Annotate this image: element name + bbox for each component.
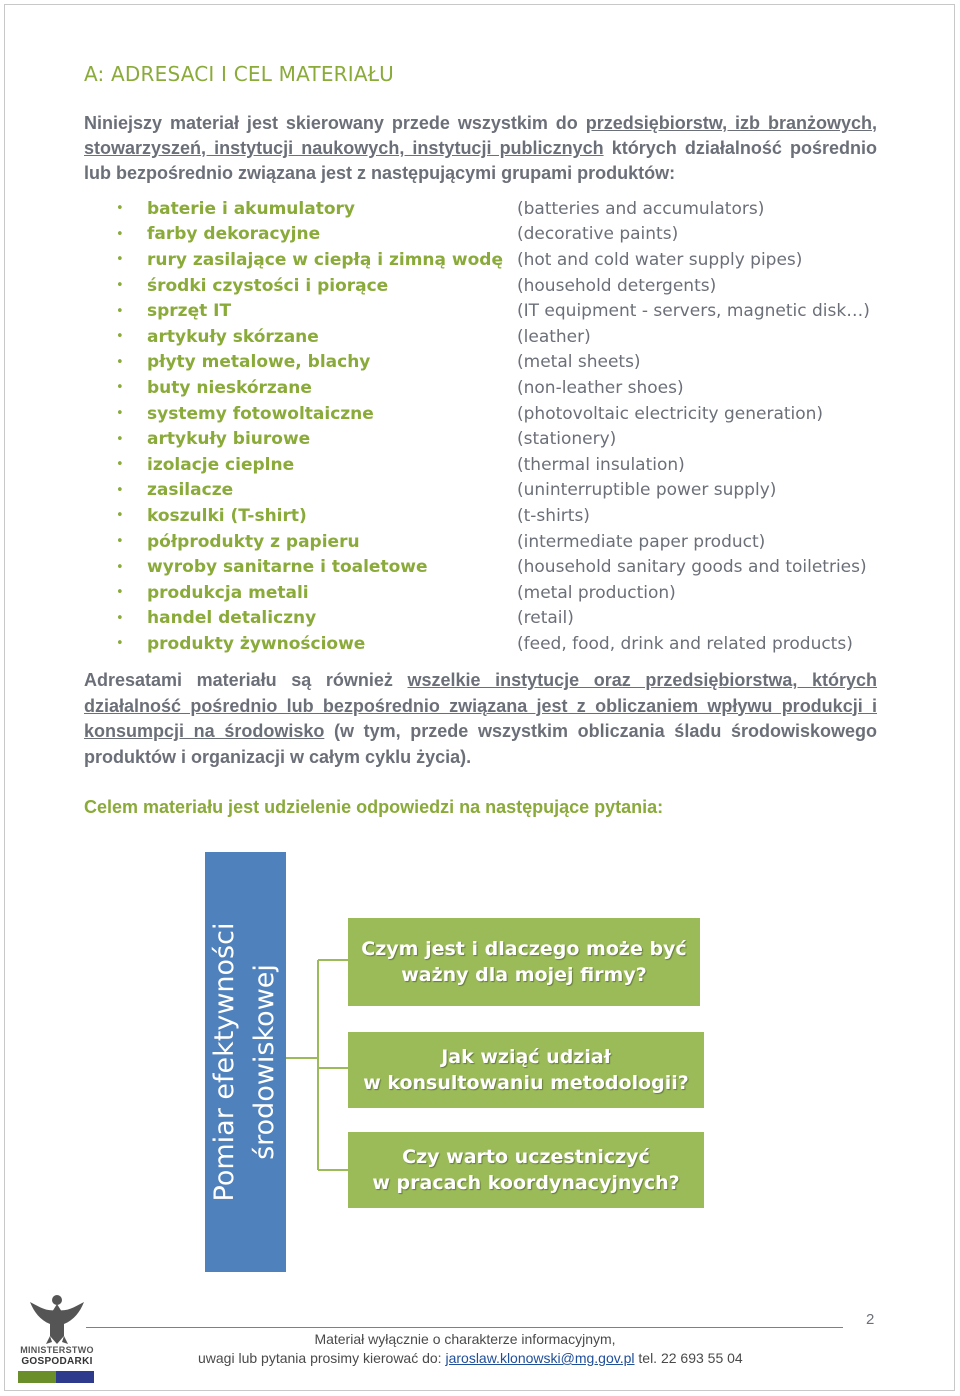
- intro-paragraph: [84, 111, 877, 186]
- page-number: 2: [866, 1311, 875, 1328]
- product-name-pl: farby dekoracyjne: [147, 224, 321, 245]
- product-name-pl: artykuły biurowe: [147, 429, 311, 450]
- bullet-icon: •: [116, 508, 124, 524]
- product-name-pl: wyroby sanitarne i toaletowe: [147, 557, 428, 578]
- product-name-pl: produkty żywnościowe: [147, 633, 366, 654]
- bullet-icon: •: [116, 585, 124, 601]
- list-item: [116, 375, 906, 401]
- product-list: [116, 196, 906, 657]
- eagle-crown-icon: [52, 1295, 62, 1305]
- list-item: [116, 554, 906, 580]
- footer-phone: tel. 22 693 55 04: [634, 1350, 743, 1366]
- main-concept-line-1: Pomiar efektywności: [209, 922, 240, 1202]
- product-name-en: (household detergents): [517, 275, 717, 296]
- product-name-pl: koszulki (T-shirt): [147, 505, 307, 526]
- product-name-pl: rury zasilające w ciepłą i zimną wodę: [147, 249, 503, 270]
- bullet-icon: •: [116, 610, 124, 626]
- question-3-line-2: w pracach koordynacyjnych?: [372, 1172, 680, 1194]
- product-name-en: (thermal insulation): [517, 454, 685, 475]
- list-item: [116, 324, 906, 350]
- bullet-icon: •: [116, 457, 124, 473]
- intro-text-1: Niniejszy materiał jest skierowany przede wszystkim do: [84, 113, 586, 133]
- bullet-icon: •: [116, 278, 124, 294]
- bullet-icon: •: [116, 406, 124, 422]
- bullet-icon: •: [116, 636, 124, 652]
- footer-contact-text: uwagi lub pytania prosimy kierować do:: [198, 1350, 446, 1366]
- product-name-pl: płyty metalowe, blachy: [147, 352, 371, 373]
- product-name-pl: środki czystości i piorące: [147, 275, 389, 296]
- list-item: [116, 298, 906, 324]
- list-item: [116, 478, 906, 504]
- footer-divider: [86, 1327, 843, 1328]
- list-item: [116, 426, 906, 452]
- bullet-icon: •: [116, 226, 124, 242]
- product-name-en: (feed, food, drink and related products): [517, 633, 853, 654]
- product-name-pl: sprzęt IT: [147, 301, 232, 322]
- product-name-pl: zasilacze: [147, 480, 234, 501]
- product-name-pl: izolacje cieplne: [147, 454, 295, 475]
- bullet-icon: •: [116, 482, 124, 498]
- list-item: [116, 222, 906, 248]
- main-concept-label: [205, 862, 285, 1262]
- product-name-en: (batteries and accumulators): [517, 198, 765, 219]
- logo-line-1: MINISTERSTWO: [20, 1345, 94, 1355]
- list-item: [116, 631, 906, 657]
- list-item: [116, 606, 906, 632]
- product-name-en: (metal sheets): [517, 352, 641, 373]
- list-item: [116, 401, 906, 427]
- bullet-icon: •: [116, 431, 124, 447]
- product-name-pl: baterie i akumulatory: [147, 198, 355, 219]
- list-item: [116, 452, 906, 478]
- list-item: [116, 196, 906, 222]
- product-name-en: (household sanitary goods and toiletries): [517, 557, 867, 578]
- footer-line-2: [198, 1350, 743, 1366]
- question-2-line-2: w konsultowaniu metodologii?: [363, 1072, 689, 1094]
- question-box-1: [348, 918, 700, 1006]
- product-name-en: (intermediate paper product): [517, 531, 766, 552]
- logo-line-2: GOSPODARKI: [21, 1356, 93, 1367]
- goal-statement: Celem materiału jest udzielenie odpowiedzi na następujące pytania:: [84, 797, 664, 817]
- main-concept-line-2: środowiskowej: [249, 964, 280, 1160]
- bullet-icon: •: [116, 380, 124, 396]
- bullet-icon: •: [116, 534, 124, 550]
- question-2-line-1: Jak wziąć udział: [441, 1046, 611, 1068]
- product-name-en: (retail): [517, 608, 574, 629]
- question-box-3: [348, 1132, 704, 1208]
- question-3-line-1: Czy warto uczestniczyć: [402, 1146, 650, 1168]
- addressees-underlined: wszelkie instytucje oraz przedsiębiorstwa, których działalność pośrednio lub bezpośrednio związana jest z obliczaniem wpływu produkcji i konsumpcji na środowisko: [84, 670, 877, 741]
- addressees-text-1: Adresatami materiału są również: [84, 670, 408, 690]
- list-item: [116, 529, 906, 555]
- list-item: [116, 247, 906, 273]
- bullet-icon: •: [116, 329, 124, 345]
- question-1-line-1: Czym jest i dlaczego może być: [361, 938, 687, 960]
- product-name-pl: produkcja metali: [147, 582, 309, 603]
- bullet-icon: •: [116, 201, 124, 217]
- section-heading: A: ADRESACI I CEL MATERIAŁU: [84, 62, 395, 86]
- product-name-en: (leather): [517, 326, 591, 347]
- product-name-en: (t-shirts): [517, 505, 590, 526]
- product-name-pl: półprodukty z papieru: [147, 531, 360, 552]
- main-concept-box: [205, 852, 286, 1272]
- bullet-icon: •: [116, 303, 124, 319]
- list-item: [116, 580, 906, 606]
- product-name-en: (non-leather shoes): [517, 377, 684, 398]
- addressees-text-2: (w tym, przede wszystkim obliczania śladu środowiskowego produktów i organizacji w całym cyklu życia).: [84, 721, 877, 767]
- bullet-icon: •: [116, 559, 124, 575]
- product-name-en: (IT equipment - servers, magnetic disk…): [517, 301, 870, 322]
- product-name-en: (photovoltaic electricity generation): [517, 403, 824, 424]
- list-item: [116, 273, 906, 299]
- question-box-2: [348, 1032, 704, 1108]
- question-1-line-2: ważny dla mojej firmy?: [401, 964, 647, 986]
- bullet-icon: •: [116, 354, 124, 370]
- intro-underlined: przedsiębiorstw, izb branżowych, stowarzyszeń, instytucji naukowych, instytucji publicznych: [84, 113, 877, 158]
- list-item: [116, 503, 906, 529]
- intro-text-2: których działalność pośrednio lub bezpośrednio związana jest z następującymi grupami produktów:: [84, 138, 877, 183]
- product-name-en: (hot and cold water supply pipes): [517, 249, 803, 270]
- product-name-pl: handel detaliczny: [147, 608, 317, 629]
- product-name-en: (stationery): [517, 429, 617, 450]
- list-item: [116, 350, 906, 376]
- product-name-en: (uninterruptible power supply): [517, 480, 777, 501]
- product-name-pl: buty nieskórzane: [147, 377, 312, 398]
- product-name-pl: artykuły skórzane: [147, 326, 319, 347]
- logo-blue-bar: [56, 1371, 94, 1383]
- product-name-en: (metal production): [517, 582, 676, 603]
- addressees-paragraph: [84, 668, 877, 770]
- footer-line-1: Materiał wyłącznie o charakterze informacyjnym,: [314, 1331, 616, 1347]
- product-name-en: (decorative paints): [517, 224, 679, 245]
- product-name-pl: systemy fotowoltaiczne: [147, 403, 374, 424]
- footer-email-link[interactable]: jaroslaw.klonowski@mg.gov.pl: [445, 1350, 635, 1366]
- bullet-icon: •: [116, 252, 124, 268]
